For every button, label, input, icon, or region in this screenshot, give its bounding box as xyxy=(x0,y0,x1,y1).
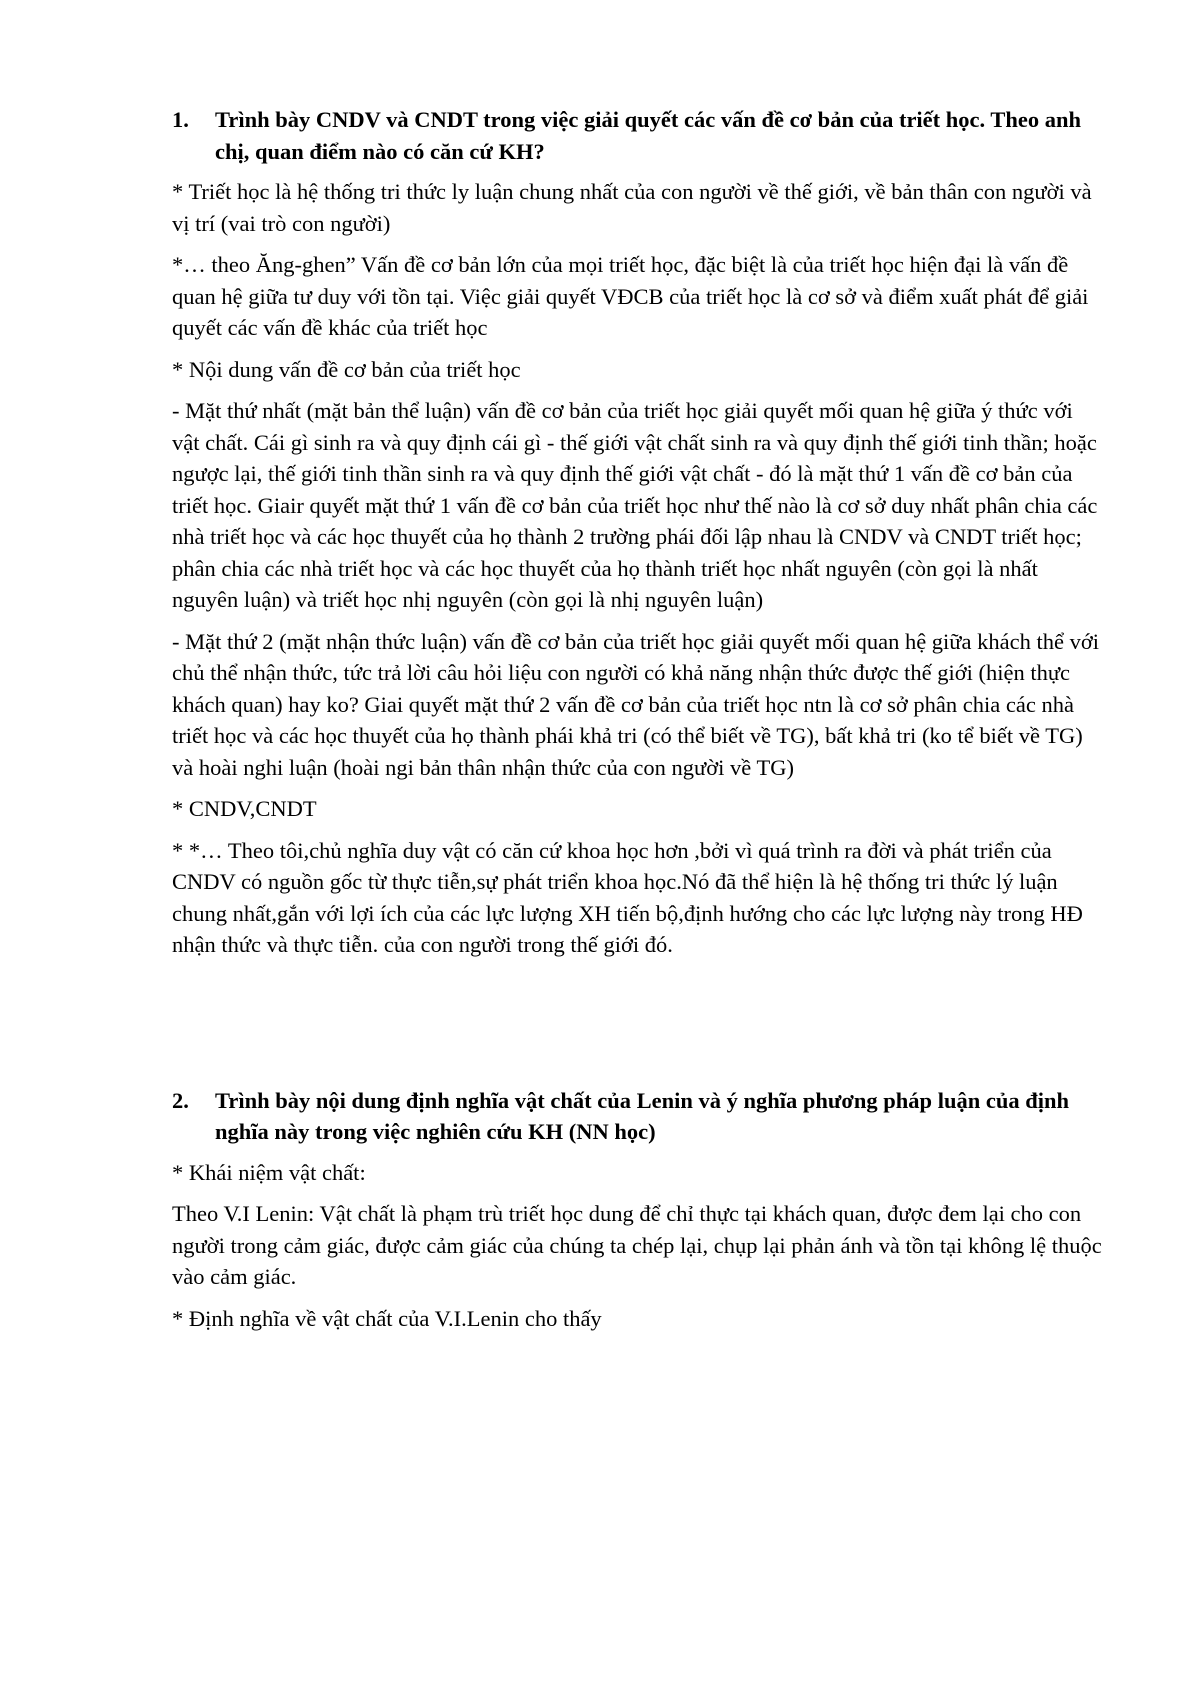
section-1-number: 1. xyxy=(172,107,189,132)
paragraph: * Nội dung vấn đề cơ bản của triết học xyxy=(172,356,521,382)
document-page xyxy=(172,104,1102,1344)
section-1-title: Trình bày CNDV và CNDT trong việc giải quyết các vấn đề cơ bản của triết học. Theo anh chị, quan điểm nào có căn cứ KH? xyxy=(215,107,1082,164)
paragraph: * *… Theo tôi,chủ nghĩa duy vật có căn cứ khoa học hơn ,bởi vì quá trình ra đời và phát triển của CNDV có nguồn gốc từ thực tiễn,sự phát triển khoa học.Nó đã thể hiện là hệ thống tri thức lý luận chung nhất,gắn với lợi ích của các lực lượng XH tiến bộ,định hướng cho các lực lượng này trong HĐ nhận thức và thực tiễn. của con người trong thế giới đó. xyxy=(172,837,1083,957)
section-spacer xyxy=(172,971,1102,1085)
section-2-heading xyxy=(172,1085,1102,1148)
paragraph: - Mặt thứ 2 (mặt nhận thức luận) vấn đề cơ bản của triết học giải quyết mối quan hệ giữa khách thể với chủ thể nhận thức, tức trả lời câu hỏi liệu con người có khả năng nhận thức được thế giới (hiện thực khách quan) hay ko? Giai quyết mặt thứ 2 vấn đề cơ bản của triết học ntn là cơ sở phân chia các nhà triết học và các học thuyết của họ thành phái khả tri (có thể biết về TG), bất khả tri (ko tể biết về TG) và hoài nghi luận (hoài ngi bản thân nhận thức của con người về TG) xyxy=(172,628,1099,780)
paragraph: * CNDV,CNDT xyxy=(172,796,317,821)
paragraph: Theo V.I Lenin: Vật chất là phạm trù triết học dung để chỉ thực tại khách quan, được đem lại cho con người trong cảm giác, được cảm giác của chúng ta chép lại, chụp lại phản ánh và tồn tại không lệ thuộc vào cảm giác. xyxy=(172,1201,1102,1289)
paragraph: * Triết học là hệ thống tri thức ly luận chung nhất của con người về thế giới, về bản thân con người và vị trí (vai trò con người) xyxy=(172,179,1092,236)
paragraph: * Định nghĩa về vật chất của V.I.Lenin cho thấy xyxy=(172,1305,602,1331)
paragraph: * Khái niệm vật chất: xyxy=(172,1159,366,1185)
section-2-number: 2. xyxy=(172,1087,189,1113)
paragraph: - Mặt thứ nhất (mặt bản thể luận) vấn đề cơ bản của triết học giải quyết mối quan hệ giữa ý thức với vật chất. Cái gì sinh ra và quy định cái gì - thế giới vật chất sinh ra và quy định thế giới tinh thần; hoặc ngược lại, thế giới tinh thần sinh ra và quy định thế giới vật chất - đó là mặt thứ 1 vấn đề cơ bản của triết học. Giair quyết mặt thứ 1 vấn đề cơ bản của triết học như thế nào là cơ sở duy nhất phân chia các nhà triết học và các học thuyết của họ thành 2 trường phái đối lập nhau là CNDV và CNDT triết học; phân chia các nhà triết học và các học thuyết của họ thành triết học nhất nguyên (còn gọi là nhất nguyên luận) và triết học nhị nguyên (còn gọi là nhị nguyên luận) xyxy=(172,398,1098,612)
section-1-heading xyxy=(172,104,1102,167)
paragraph: *… theo Ăng-ghen” Vấn đề cơ bản lớn của mọi triết học, đặc biệt là của triết học hiện đại là vấn đề quan hệ giữa tư duy với tồn tại. Việc giải quyết VĐCB của triết học là cơ sở và điểm xuất phát để giải quyết các vấn đề khác của triết học xyxy=(172,252,1089,340)
section-2-title: Trình bày nội dung định nghĩa vật chất của Lenin và ý nghĩa phương pháp luận của định nghĩa này trong việc nghiên cứu KH (NN học) xyxy=(215,1087,1070,1144)
